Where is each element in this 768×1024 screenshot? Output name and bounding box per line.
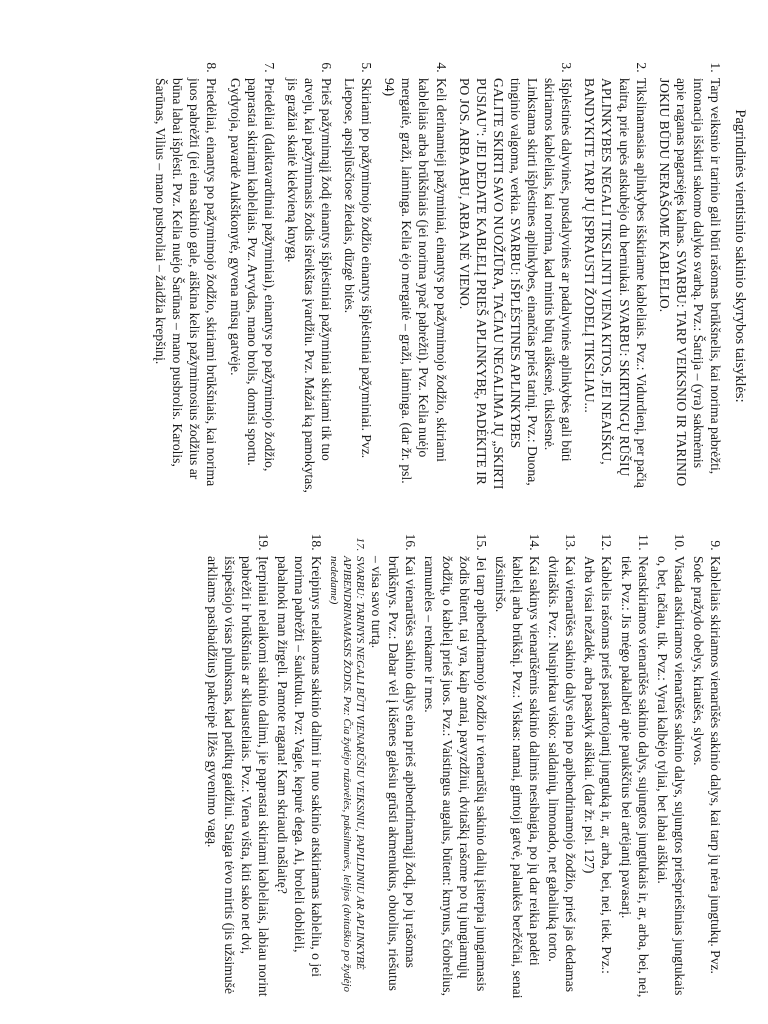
rule-12: 12. Kablelis rašomas prieš pasikartojantį jungtuką ir, ar, arba, bei, nei, tiek. Pvz.: Arba visai nežadėk, arba pasakyk aiškiai. (dar žr. psl. 127) [581,554,615,1000]
rule-16: 16. Kai vienarūšės sakinio dalys eina prieš apibendrinamąjį žodį, po jų rašomas brūkšnys. Pvz.: Dabar vėl į kišenes galėsiu grūsti akmenukus, obuolius, riešutus – visa savo turtą. [368,554,419,1000]
rule-1: 1. Tarp veiksnio ir tarinio gali būti rašomas brūkšnelis, kai norima pabrėžti, intonacija išskirti sakomo dalyko svarbą. Pvz.: Šatrija – (yra) sakmėmis apie raganas pagarsėjęs kalnas. SVARBU: TARP VEIKSNIO IR TARINIO JOKIU BŪDU NERAŠOME KABLELIO. [656,76,724,494]
rule-4: 4. Keli derinamieji pažyminiai, einantys po pažymimojo žodžio, skiriami kableliais arba brūkšniais (jei norima ypač pabrėžti). Pvz. Kelia nuėjo mergaitė, graži, laiminga. Kelia ėjo mergaitė – graži, laiminga. (dar žr. psl. 94) [381,76,449,494]
rule-10: 10. Visada atskiriamos vienarūšės sakinio dalys, sujungtos priešpriešinias jungtukais o, bet, tačiau, tik. Pvz.: Vyrai kalbėjo tyliai, bet labai aiškiai. [654,554,688,1000]
rule-15: 15. Jei tarp apibendrinamojo žodžio ir vienarūšių sakinio dalių įsiterpia jungiamasis žodis būtent, tai yra, kaip antai, pavyzdžiui, dvitaškį rašome po tų jungiamųjų žodžių, o kablelį prieš juos. Pvz.: Vaistingus augalus, būtent: kmynus, čiobrelius, ramunėles – renkame ir mes. [421,554,489,1000]
rule-7: 7. Priedėliai (daiktavardiniai pažyminiai), einantys po pažymimojo žodžio, paprastai skiriami kableliais. Pvz. Arvydas, mano brolis, domisi sportu. Gydytoja, pavardė Aukštkonytė, gyvena mūsų gatvėje. [226,76,277,494]
rule-3: 3. Išplėstinės dalyvinės, pusdalyvinės ar padalyvinės aplinkybės gali būti skiriamos kableliais, kai norima, kad mintis būtų aiškesnė, tikslesnė. Linkstama skirti išplėstines aplinkybes, einančias prieš tarinį. Pvz.: Duona, tinginio valgoma, verkia. SVARBU: IŠPLĖSTINES APLINKYBES GALITE SKIRTI SAVO NUOŽIŪRA, TAČIAU NEGALIMA JŲ „SKIRTI PUSIAU": JEI DEDATE KABLELĮ PRIEŠ APLINKYBĘ, PADĖKITE IR PO JOS. ARBA ABU, ARBA NĖ VIENO. [456,76,576,494]
left-column [146,54,724,494]
rule-19: 19. Įterpiniai nelaikomi sakinio dalimi, jie paprastai skiriami kableliais, labiau norint pabrėžti ir brūkšniais ar skliausteliais. Pvz.: Viena višta, kiti sako net dvi, išsipešiojo visas plunksnas, kad patiktų gaidžiui. Staiga tėvo mirtis (jis užsimušė arkliams pasibaidžius) pakreipė Ilžės gyvenimo vagą. [203,554,271,1000]
right-column [201,532,724,1000]
rule-9: 9. Kableliais skiriamos vienarūšės sakinio dalys, kai tarp jų nėra jungtukų. Pvz. Sode pražydo obelys, kriaušės, slyvos. [690,554,724,1000]
page-title: Pagrindinės vientisinio sakinio skyrybos taisyklės: [732,109,748,403]
rule-18: 18. Kreipinys nelaikomas sakinio dalimi ir nuo sakinio atskiriamas kableliu, o jei norima pabrėžti – šauktuku. Pvz: Vagie, kepurė dega. Ai, broleli dobilėli, pabalnoki man žirgeli. Pamote ragana! Kam skriaudi našlaitę? [274,554,325,1000]
rule-13: 13. Kai vienarūšės sakinio dalys eina po apibendrinamojo žodžio, prieš jas dedamas dvitaškis. Pvz.: Nusipirkau visko: saldainių, limonado, net gabaliuką torto. [545,554,579,1000]
rule-17: 17. SVARBU: TARINYS NEGALI BŪTI VIENARŪŠIU VEIKSNIU, PAPILDINIU AR APLINKYBĖ APIBENDRINAMASIS ŽODIS. Pvz: Čia žydėjo ružavėlės, paksilmuvės, lelijos (dvitaškio po žydėjo nededame) [327,554,366,1000]
rule-14: 14. Kai sakinys vienarūšėmis sakinio dalimis nesibaigia, po jų dar reikia padėti kablelį arba brūkšnį. Pvz.: Viskas: namai, gimtoji gatvė, palaukės beržėčiai, senai užsimiršo. [492,554,543,1000]
rule-2: 2. Tikslinamasias aplinkybes išskiriame kableliais. Pvz.: Vidurdienį, per pačią kaitrą, prie upės atskubėjo du berniukai. SVARBU: SKIRTINGŲ RŪŠIŲ APLINKYBES NEGALI TIKSLINTI VIENA KITOS, JEI NEAIŠKU, BANDYKITE TARP JŲ ĮSPRAUSTI ŽODELĮ TIKSLIAU... [581,76,649,494]
rule-11: 11. Neatskiriamos vienarūšės sakinio dalys, sujungtos jungtukais ir, ar, arba, bei, nei, tiek. Pvz.: Jis mėgo pakalbėti apie paukščius bei artėjantį pavasarį. [617,554,651,1000]
rule-6: 6. Prieš pažymimąjį žodį einantys išplėstiniai pažyminiai skiriami tik tuo atveju, kai pažymimasis žodis išreikštas įvardžiu. Pvz. Mažai ką pamokytas, jis gražiai skaitė kiekvieną knygą. [284,76,335,494]
rule-5: 5. Skiriami po pažymimojo žodžio einantys išplėstiniai pažyminiai. Pvz. Liepose, apsiplūsčiose žiedais, dūzgė bitės. [341,76,375,494]
rule-8: 8. Priedėliai, einantys po pažymimojo žodžio, skiriami brūkšniais, kai norima juos pabrėžti (jei eina sakinio gale, aiškina kelis pažymimosius žodžius ar būna labai išplėsti. Pvz. Kelia nuėjo Šarūnas – mano pusbrolis. Karolis, Šarūnas, Vilius – mano pusbroliai – žaidžia krepšinį. [152,76,220,494]
